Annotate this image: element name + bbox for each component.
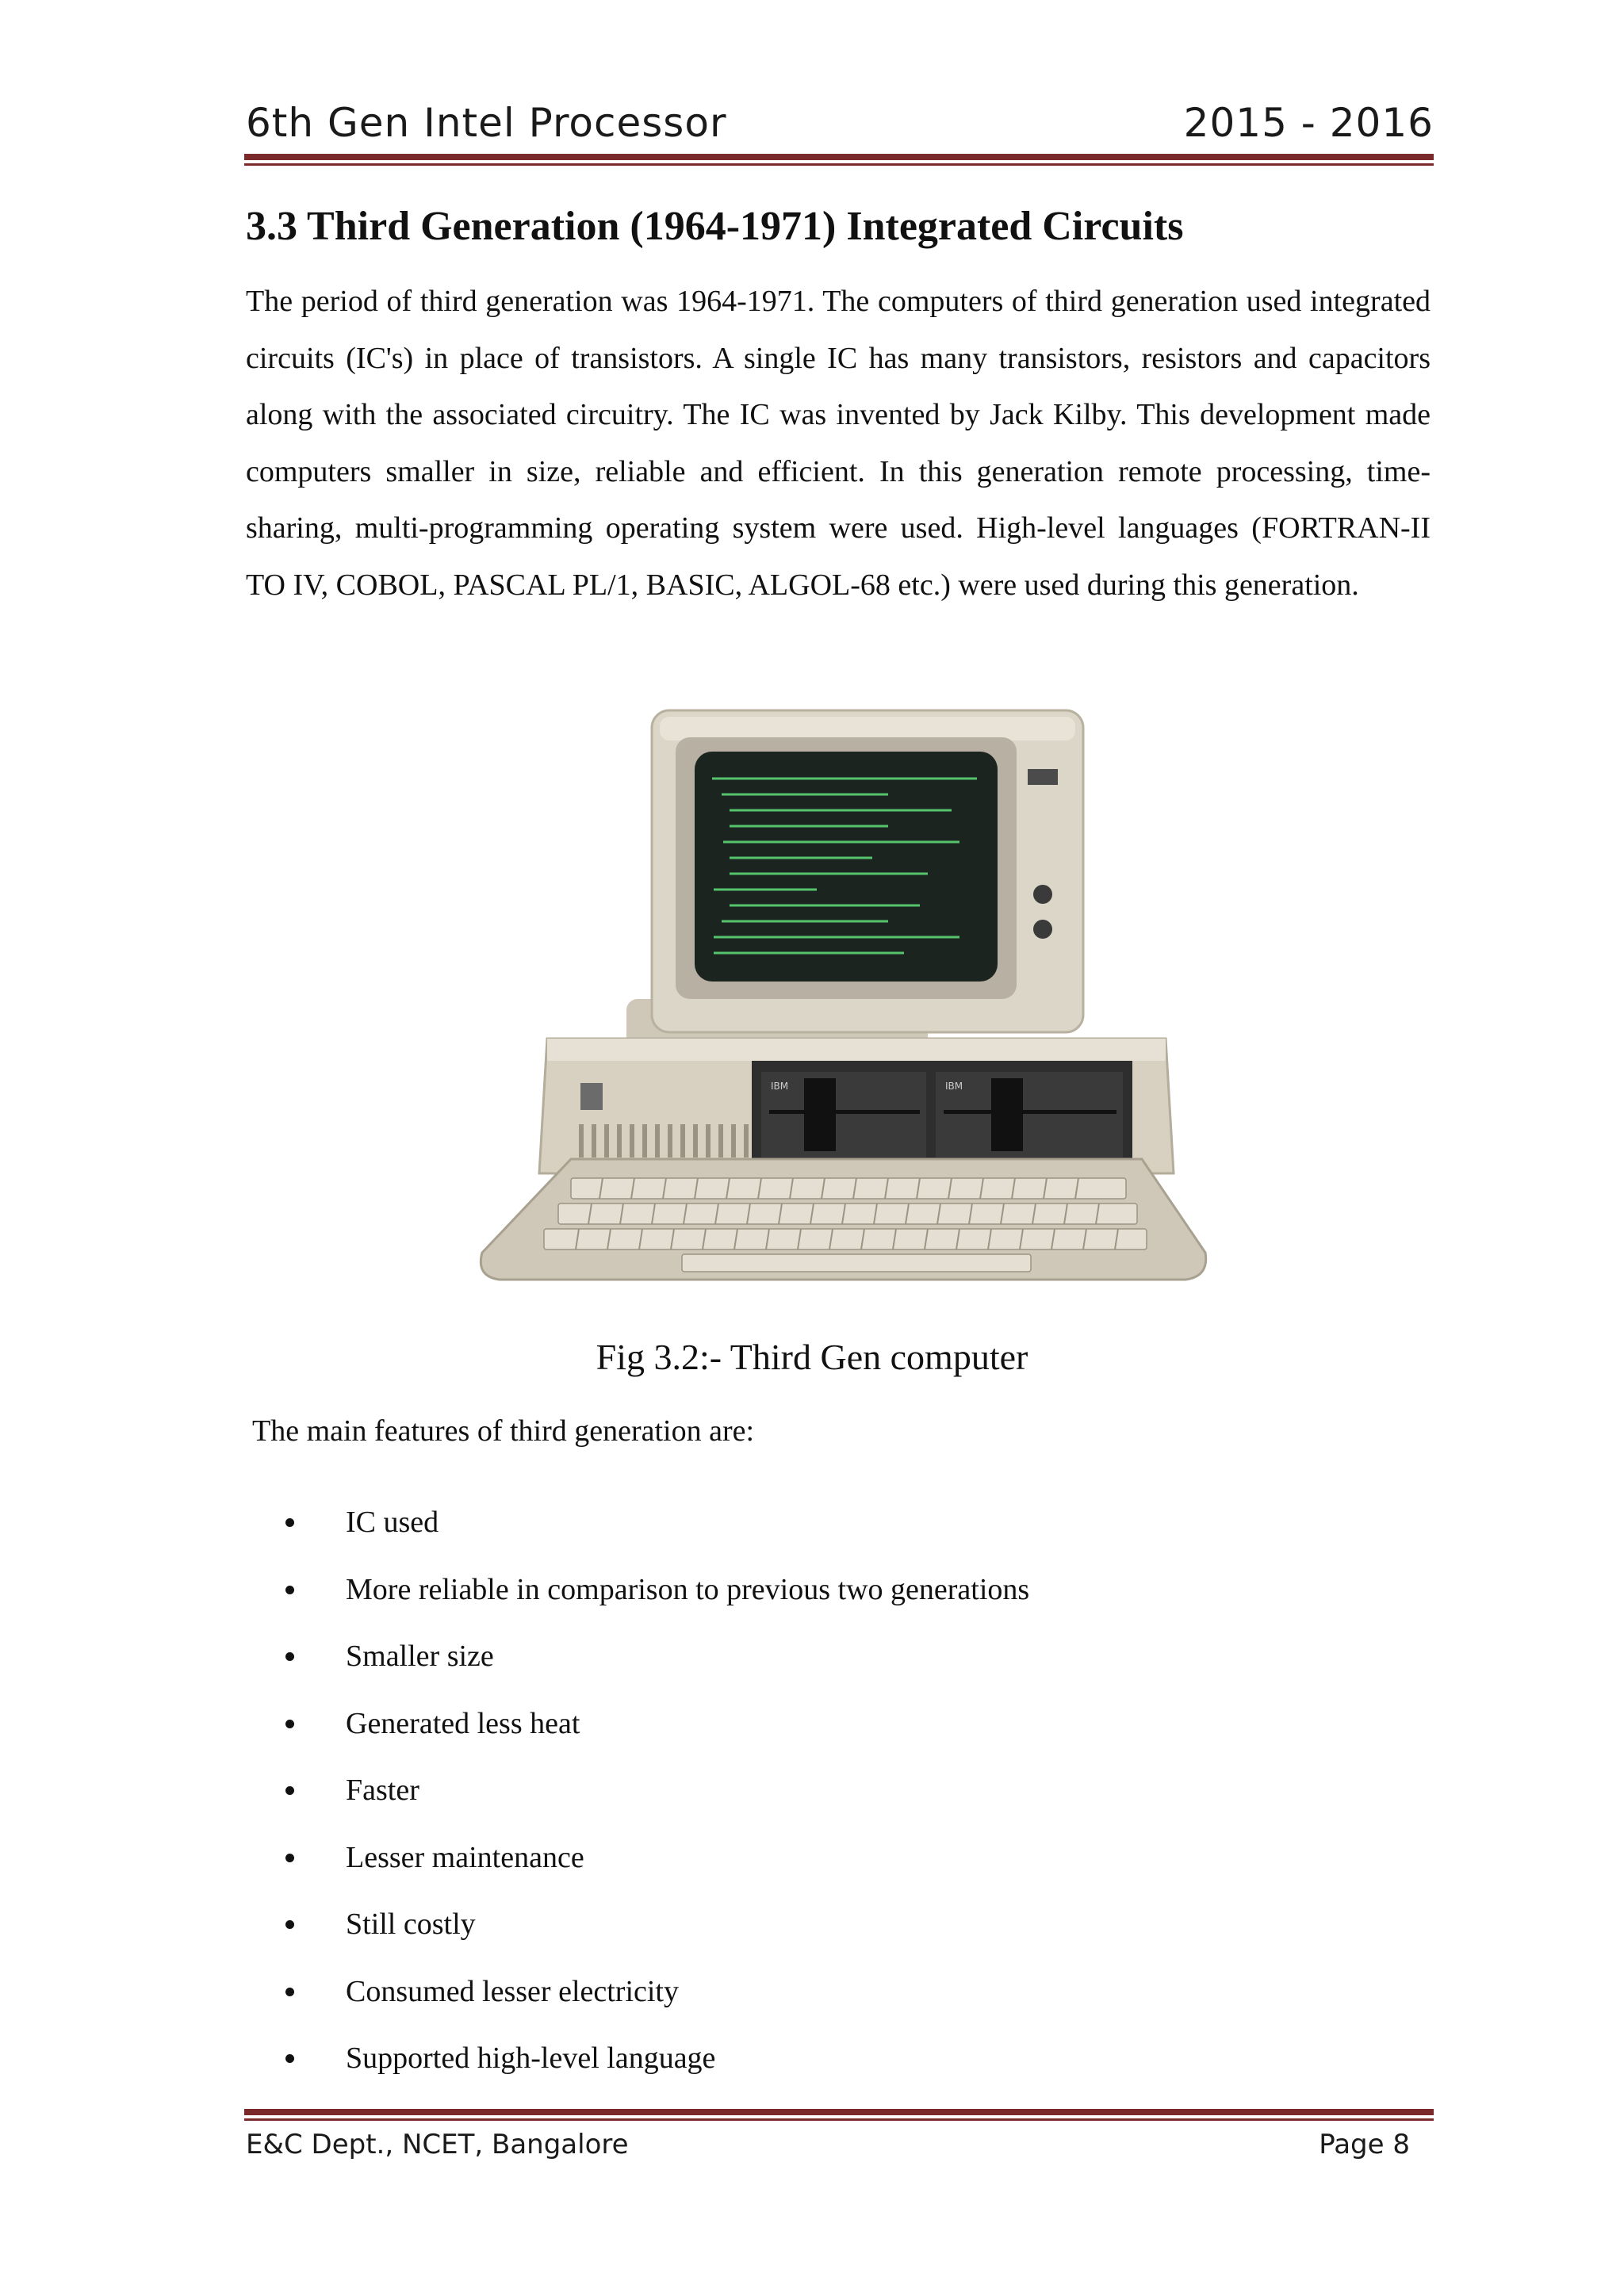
list-item-text: Consumed lesser electricity [346, 1974, 679, 2008]
list-item [285, 1566, 1029, 1633]
bullet-icon [285, 1518, 294, 1527]
figure-caption: Fig 3.2:- Third Gen computer [596, 1337, 1028, 1377]
monitor-screen [695, 752, 998, 982]
list-item-text: Lesser maintenance [346, 1840, 584, 1874]
computer-illustration [444, 706, 1237, 1308]
bullet-icon [285, 2054, 294, 2063]
section-heading: 3.3 Third Generation (1964-1971) Integrated Circuits [246, 204, 1184, 249]
bullet-icon [285, 1652, 294, 1661]
list-item [285, 1900, 1029, 1968]
list-item-text: Smaller size [346, 1640, 494, 1673]
bullet-icon [285, 1720, 294, 1728]
floppy-drive-right [936, 1072, 1123, 1158]
list-item [285, 1968, 1029, 2035]
list-item-text: More reliable in comparison to previous two generations [346, 1572, 1030, 1606]
monitor-knob-top [1033, 885, 1052, 904]
list-item [285, 1834, 1029, 1901]
bullet-icon [285, 1920, 294, 1929]
floppy-drive-left [761, 1072, 926, 1158]
footer-rule-thick [244, 2109, 1434, 2115]
monitor-knob-bottom [1033, 920, 1052, 939]
figure-third-gen-computer [444, 706, 1237, 1308]
bullet-icon [285, 1586, 294, 1594]
header-rule-thick [244, 154, 1434, 160]
list-item-text: Supported high-level language [346, 2042, 716, 2075]
list-item-text: Still costly [346, 1908, 476, 1941]
bullet-icon [285, 1854, 294, 1862]
features-intro: The main features of third generation are: [252, 1414, 755, 1448]
features-list [285, 1498, 1029, 2102]
list-item [285, 1498, 1029, 1566]
list-item-text: Faster [346, 1774, 419, 1807]
bullet-icon [285, 1988, 294, 1996]
list-item [285, 1632, 1029, 1700]
drive-brand-left: IBM [771, 1081, 789, 1092]
footer-page-number: Page 8 [1319, 2129, 1410, 2160]
list-item-text: Generated less heat [346, 1706, 580, 1740]
ibm-logo-plate [580, 1083, 603, 1110]
footer-department: E&C Dept., NCET, Bangalore [246, 2129, 629, 2160]
bullet-icon [285, 1786, 294, 1795]
monitor-badge [1028, 769, 1058, 785]
footer-rule-thin [244, 2118, 1434, 2121]
list-item [285, 2034, 1029, 2102]
header-rule-thin [244, 163, 1434, 166]
header-title: 6th Gen Intel Processor [246, 100, 727, 146]
list-item [285, 1766, 1029, 1834]
body-paragraph: The period of third generation was 1964-1971. The computers of third generation used integrated circuits (IC's) in place of transistors. A single IC has many transistors, resistors and capacitors along with the associated circuitry. The IC was invented by Jack Kilby. This development made computers smaller in size, reliable and efficient. In this generation remote processing, time-sharing, multi-programming operating system were used. High-level languages (FORTRAN-II TO IV, COBOL, PASCAL PL/1, BASIC, ALGOL-68 etc.) were used during this generation. [246, 285, 1431, 602]
list-item-text: IC used [346, 1506, 439, 1539]
drive-brand-right: IBM [945, 1081, 963, 1092]
list-item [285, 1700, 1029, 1767]
header-year: 2015 - 2016 [1183, 100, 1434, 146]
